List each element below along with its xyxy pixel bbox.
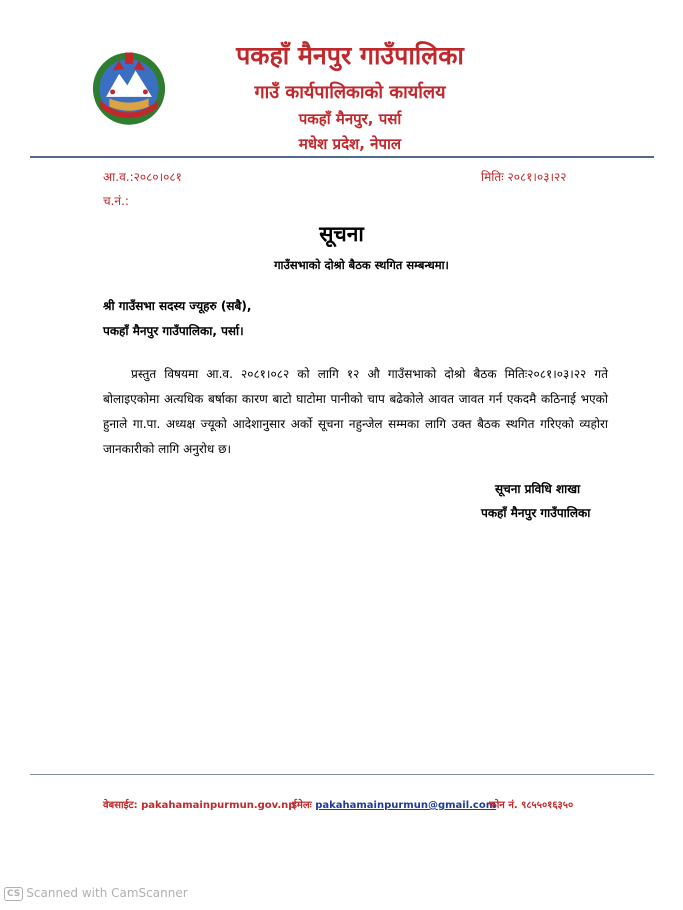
- notice-body: प्रस्तुत विषयमा आ.व. २०८१।०८२ को लागि १२ औ गाउँसभाको दोश्रो बैठक मितिः२०८१।०३।२२ गते बोलाइएकोमा अत्यधिक बर्षाका कारण बाटो घाटोमा पानीको चाप बढेकोले आवत जावत गर्न एकदमै कठिनाई भएको हुनाले गा.पा. अध्यक्ष ज्यूको आदेशानुसार अर्को सूचना नहुन्जेल सम्मका लागि उक्त बैठक स्थगित गरिएको व्यहोरा जानकारीको लागि अनुरोध छ।: [103, 367, 608, 456]
- email-link[interactable]: pakahamainpurmun@gmail.com: [315, 800, 497, 811]
- website-label: वेबसाईट:: [103, 800, 138, 811]
- signature-department: सूचना प्रविधि शाखा: [495, 482, 581, 496]
- website-link[interactable]: pakahamainpurmun.gov.np: [141, 800, 296, 811]
- footer-divider: [30, 774, 654, 775]
- letter-date: मितिः २०८१।०३।२२: [481, 170, 567, 184]
- office-type: गाउँ कार्यपालिकाको कार्यालय: [254, 82, 446, 103]
- camscanner-watermark: [4, 886, 188, 901]
- signature-office: पकहाँ मैनपुर गाउँपालिका: [481, 506, 591, 520]
- footer-phone: फोन नं. ९८५५०१६३५०: [489, 800, 574, 811]
- office-province: मधेश प्रदेश, नेपाल: [298, 135, 402, 153]
- email-label: ईमेलः: [292, 800, 312, 811]
- addressee-line-2: पकहाँ मैनपुर गाउँपालिका, पर्सा।: [103, 324, 244, 338]
- camscanner-icon: CS: [4, 887, 23, 901]
- camscanner-text: Scanned with CamScanner: [26, 886, 188, 900]
- addressee-line-1: श्री गाउँसभा सदस्य ज्यूहरु (सबै),: [103, 299, 252, 313]
- header-divider: [30, 156, 654, 158]
- fiscal-year: आ.व.:२०८०।०८१: [103, 170, 182, 184]
- office-location: पकहाँ मैनपुर, पर्सा: [298, 110, 402, 128]
- footer-email: [292, 797, 496, 811]
- footer-website: [103, 797, 295, 811]
- office-name: पकहाँ मैनपुर गाउँपालिका: [236, 41, 464, 70]
- notice-title: सूचना: [319, 222, 364, 246]
- notice-subject: गाउँसभाको दोश्रो बैठक स्थगित सम्बन्धमा।: [274, 258, 449, 272]
- reference-number: च.नं.:: [103, 194, 129, 208]
- nepal-government-emblem: [88, 46, 170, 128]
